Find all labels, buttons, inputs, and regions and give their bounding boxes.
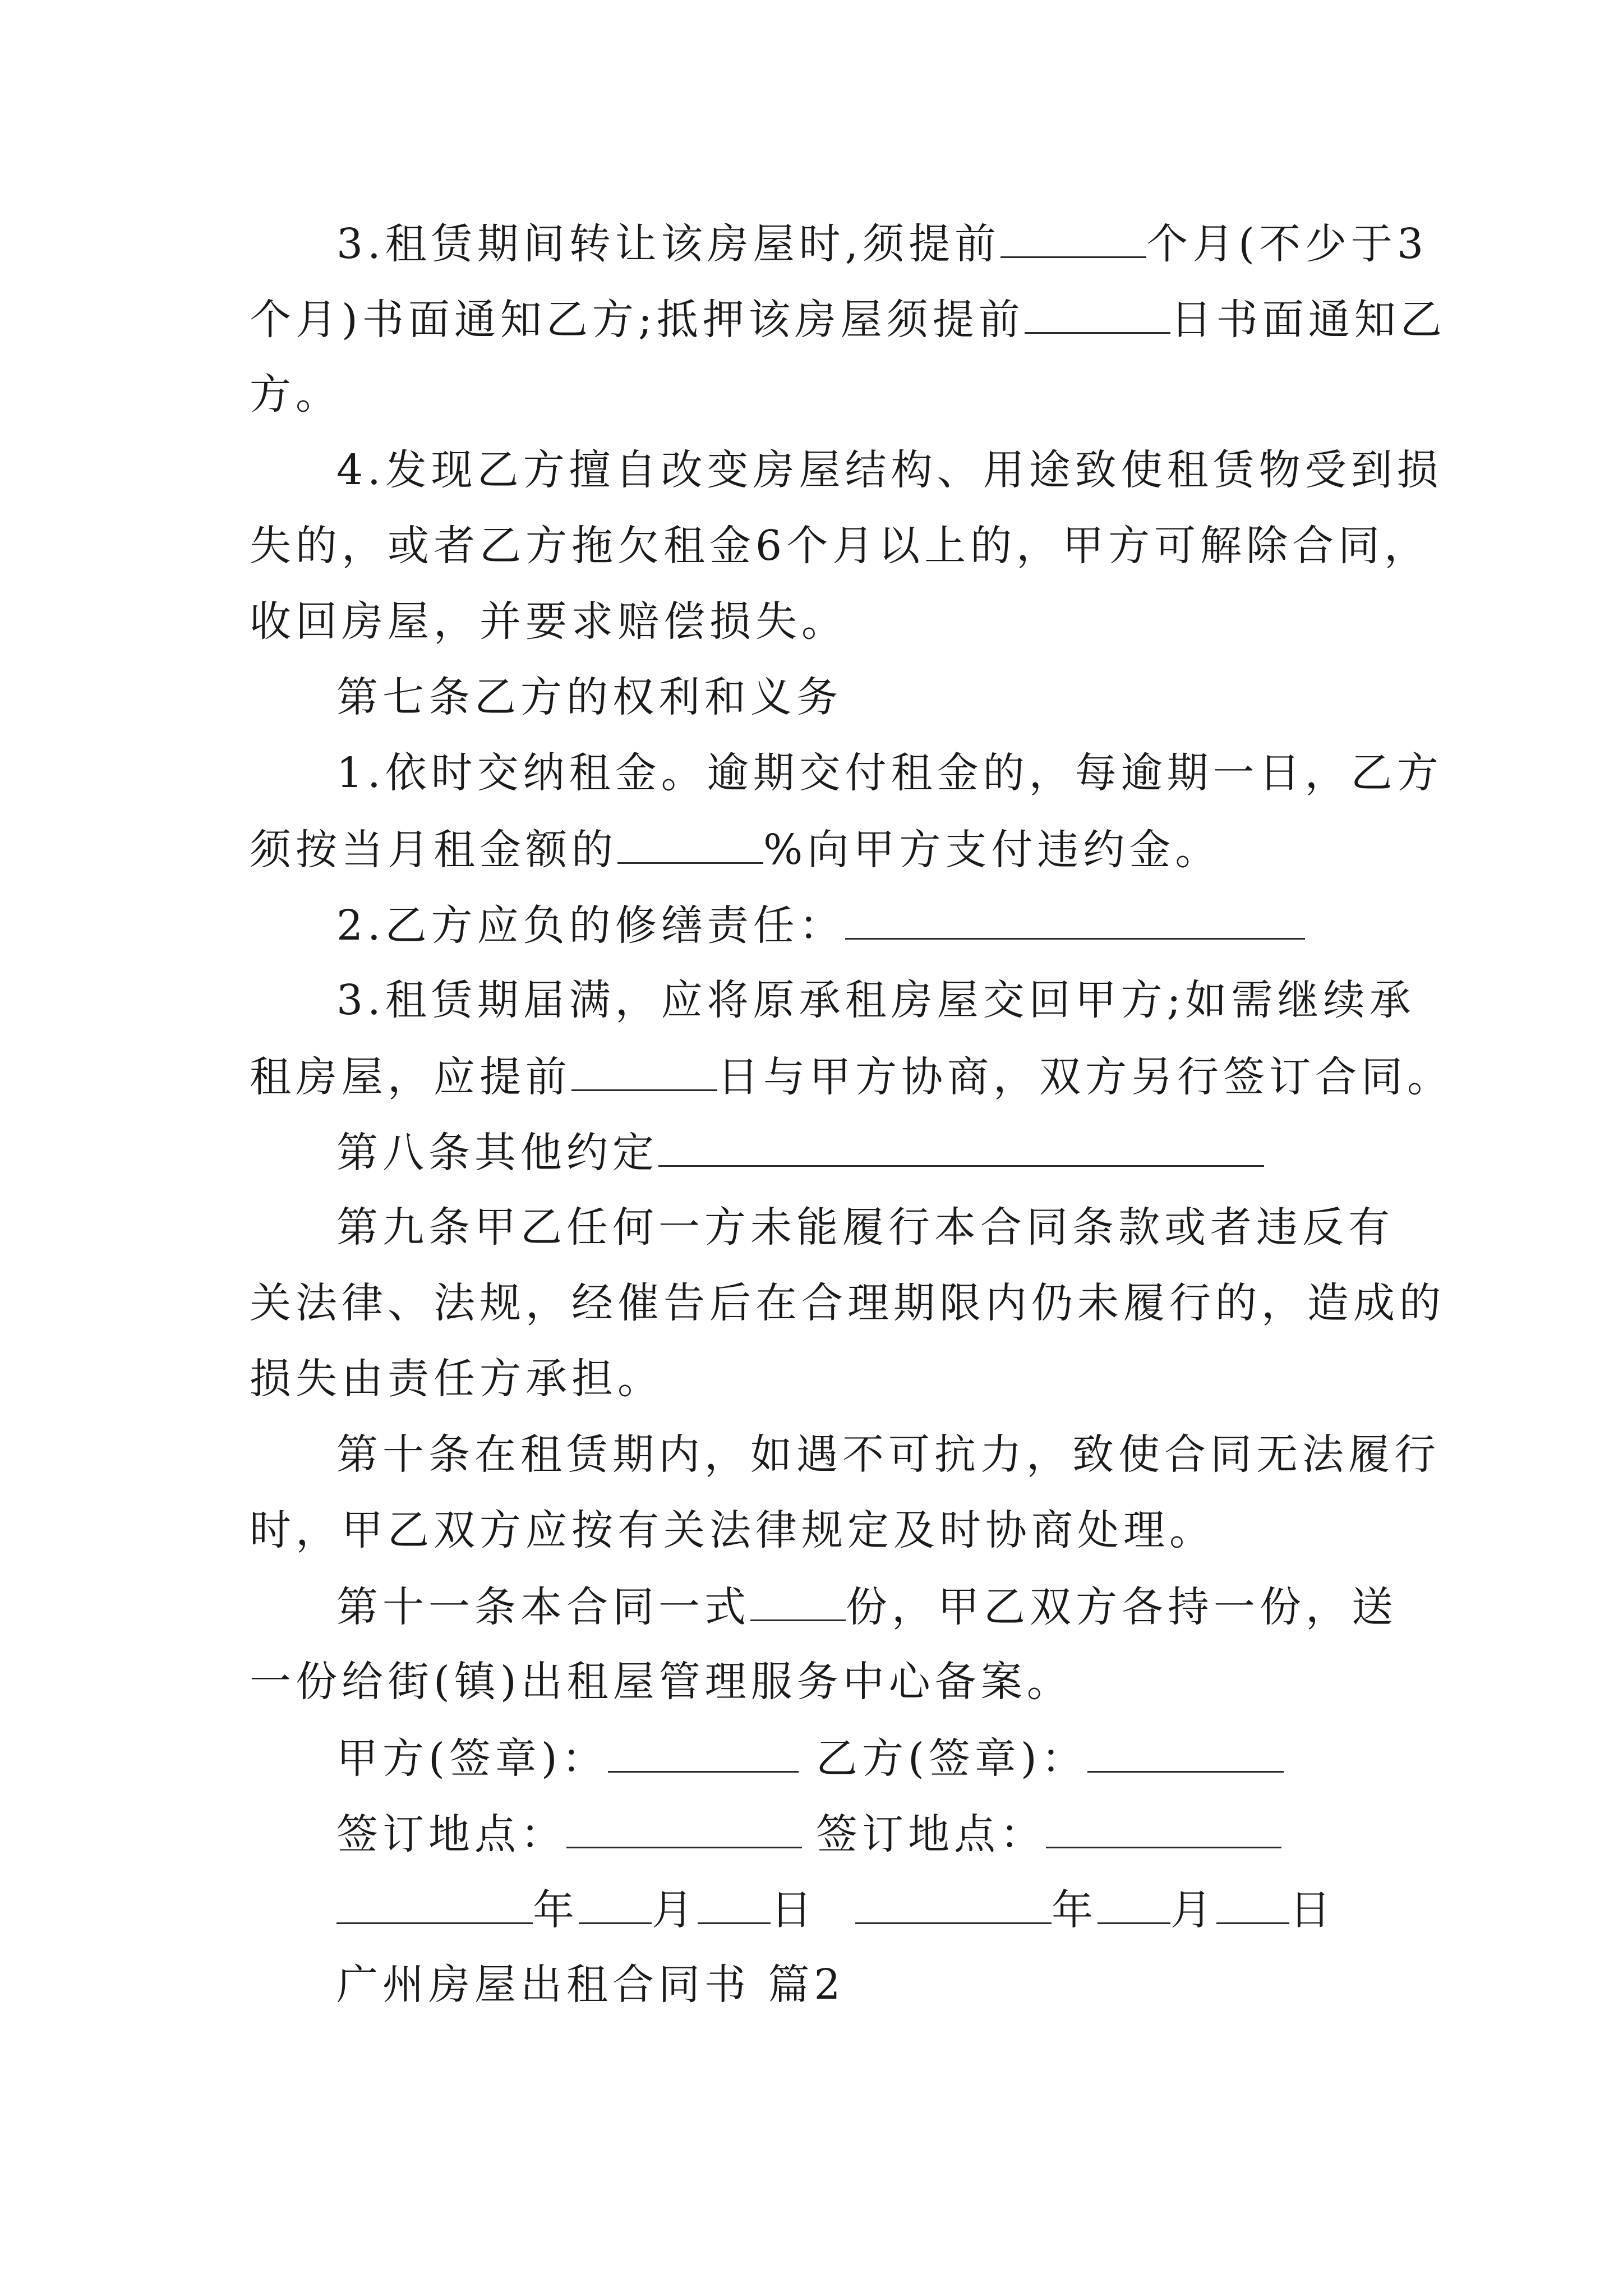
text: 方。 [250, 370, 342, 418]
paragraph-line [250, 822, 1394, 876]
text: 第十条在租赁期内，如遇不可抗力，致使合同无法履行 [336, 1430, 1440, 1479]
next-section-title [336, 1958, 1481, 2012]
blank-line [571, 1049, 717, 1091]
text: 月 [1170, 1886, 1216, 1934]
text: 个月)书面通知乙方;抵押该房屋须提前 [250, 296, 1025, 344]
text: 关法律、法规，经催告后在合理期限内仍未履行的，造成的 [250, 1279, 1445, 1327]
text: 甲方(签章)： [336, 1734, 608, 1783]
blank-line [566, 1806, 802, 1848]
text: 一份给街(镇)出租屋管理服务中心备案。 [250, 1658, 1073, 1706]
text: 日 [1289, 1886, 1335, 1934]
blank-line [617, 822, 763, 864]
paragraph-line [250, 595, 1394, 648]
blank-line [1000, 216, 1146, 258]
blank-line [1046, 1806, 1281, 1848]
text: 3.租赁期届满，应将原承租房屋交回甲方;如需继续承 [336, 976, 1415, 1024]
text: 4.发现乙方擅自改变房屋结构、用途致使租赁物受到损 [336, 446, 1443, 494]
paragraph-line [336, 973, 1481, 1027]
text: 个月(不少于3 [1146, 220, 1428, 268]
paragraph-line [250, 519, 1431, 573]
blank-line [1216, 1882, 1289, 1924]
text: 第七条乙方的权利和义务 [336, 673, 842, 721]
text: 广州房屋出租合同书 篇2 [336, 1961, 845, 2009]
text: 月 [652, 1886, 698, 1934]
blank-line [855, 1882, 1052, 1924]
paragraph-line [250, 1655, 1394, 1709]
text: 年 [1052, 1886, 1098, 1934]
blank-line [608, 1731, 799, 1773]
text: 日 [771, 1886, 817, 1934]
blank-line [1098, 1882, 1170, 1924]
signature-party-a [336, 1731, 799, 1784]
paragraph-line [250, 1276, 1445, 1330]
text: 第十一条本合同一式 [336, 1583, 750, 1631]
text: 乙方(签章)： [816, 1734, 1087, 1783]
signing-place-a [336, 1806, 802, 1860]
text: 第九条甲乙任何一方未能履行本合同条款或者违反有 [336, 1203, 1394, 1251]
section-heading [336, 670, 1481, 724]
blank-line [1087, 1731, 1284, 1773]
text: 1.依时交纳租金。逾期交付租金的，每逾期一日，乙方 [336, 749, 1443, 797]
paragraph-line [250, 1503, 1394, 1557]
signing-date-a [336, 1882, 817, 1936]
text: 日与甲方协商，双方另行签订合同。 [717, 1053, 1453, 1101]
blank-line [336, 1882, 533, 1924]
text: 时，甲乙双方应按有关法律规定及时协商处理。 [250, 1506, 1215, 1554]
text: 3.租赁期间转让该房屋时,须提前 [336, 220, 1001, 268]
text: 签订地点： [816, 1810, 1046, 1858]
text: 损失由责任方承担。 [250, 1355, 663, 1403]
paragraph-line [250, 367, 1394, 421]
blank-line [698, 1882, 771, 1924]
text: 收回房屋，并要求赔偿损失。 [250, 597, 847, 646]
blank-line [750, 1579, 846, 1621]
paragraph-line [250, 1352, 1394, 1406]
text: 2.乙方应负的修缮责任： [336, 901, 845, 950]
blank-line [845, 898, 1305, 940]
signing-date-b [855, 1882, 1335, 1936]
blank-line [658, 1125, 1264, 1167]
signing-place-b [816, 1806, 1281, 1860]
blank-line [1025, 292, 1170, 334]
paragraph-line [336, 1579, 1481, 1633]
paragraph-line [336, 898, 1481, 951]
paragraph-line [250, 292, 1446, 346]
paragraph-line [336, 746, 1481, 800]
text: 份，甲乙双方各持一份，送 [846, 1583, 1398, 1631]
text: 年 [533, 1886, 579, 1934]
section-heading [336, 1125, 1481, 1179]
text: 第八条其他约定 [336, 1129, 658, 1177]
text: %向甲方支付违约金。 [763, 826, 1221, 874]
text: 签订地点： [336, 1810, 566, 1858]
text: 失的，或者乙方拖欠租金6个月以上的，甲方可解除合同， [250, 522, 1431, 570]
paragraph-line [336, 1200, 1481, 1254]
signature-party-b [816, 1731, 1284, 1784]
paragraph-line [250, 1049, 1453, 1103]
text: 租房屋，应提前 [250, 1053, 571, 1101]
paragraph-line [336, 216, 1481, 270]
text: 日书面通知乙 [1170, 296, 1446, 344]
blank-line [579, 1882, 652, 1924]
paragraph-line [336, 443, 1481, 497]
text: 须按当月租金额的 [250, 826, 617, 874]
paragraph-line [336, 1428, 1481, 1481]
